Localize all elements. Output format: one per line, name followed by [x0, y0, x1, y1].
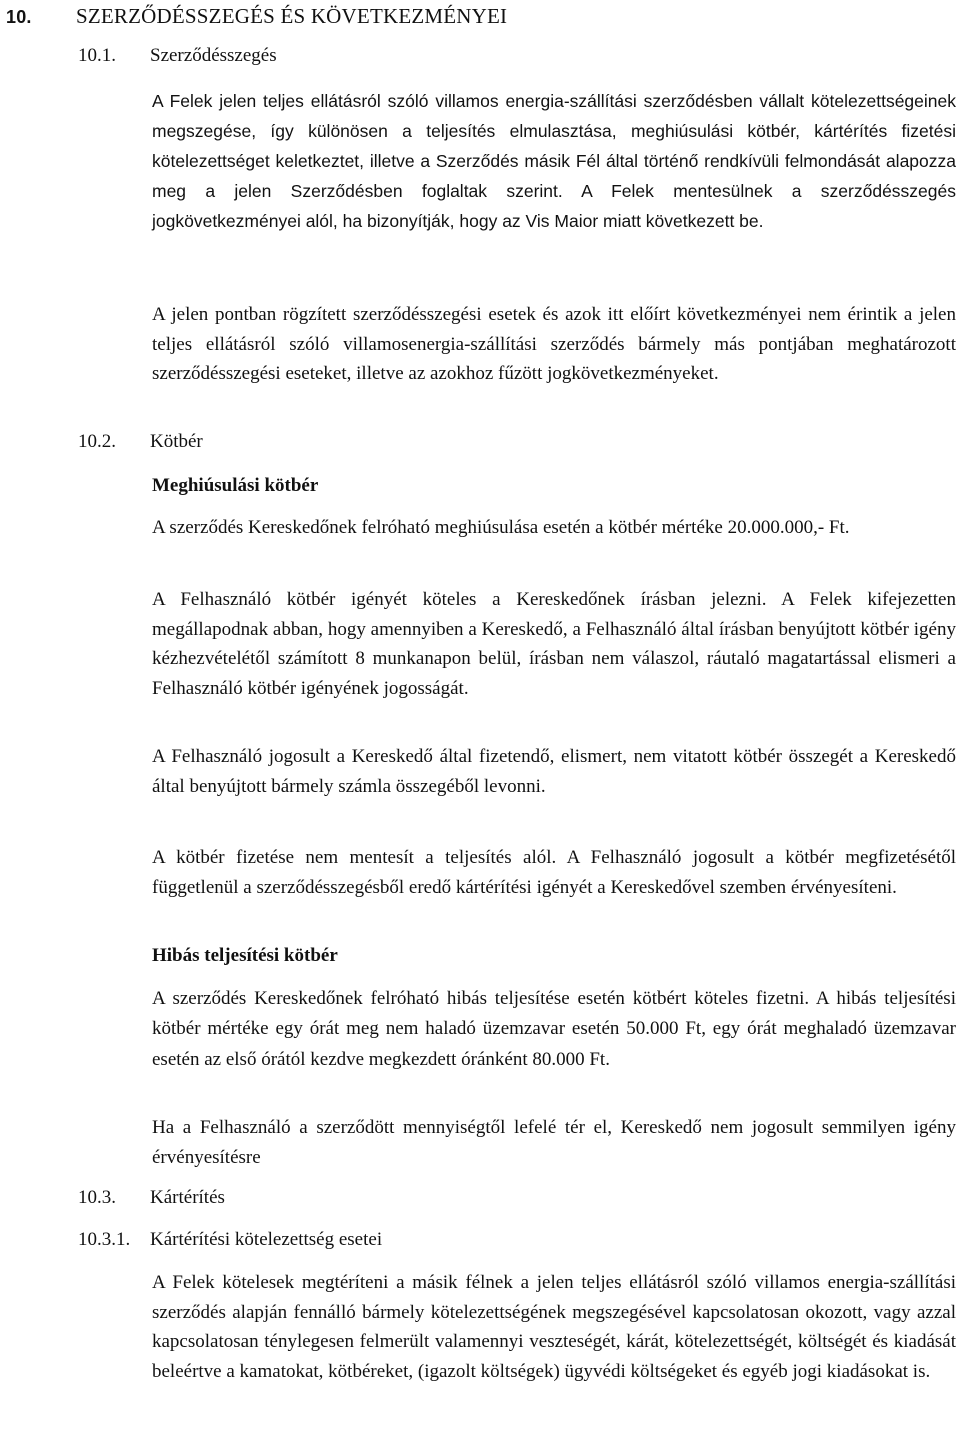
- section-title: Kártérítés: [150, 1187, 225, 1208]
- paragraph-10-2-4: A kötbér fizetése nem mentesít a teljesítés alól. A Felhasználó jogosult a kötbér megfizetésétől függetlenül a szerződésszegésből eredő kártérítési igényét a Kereskedővel szemben érvényesíteni.: [152, 847, 956, 898]
- chapter-number: 10.: [6, 7, 32, 27]
- paragraph-10-2-5: A szerződés Kereskedőnek felróható hibás teljesítése esetén kötbért köteles fizetni. A hibás teljesítési kötbér mértéke egy órát meg nem haladó üzemzavar esetén 50.000 Ft, egy órát meghaladó üzemzavar esetén az első órától kezdve megkezdett óránként 80.000 Ft.: [152, 988, 956, 1070]
- section-title: Szerződésszegés: [150, 45, 277, 66]
- chapter-title: SZERZŐDÉSSZEGÉS ÉS KÖVETKEZMÉNYEI: [76, 4, 508, 28]
- section-number: 10.1.: [78, 45, 116, 66]
- paragraph-10-3-1: A Felek kötelesek megtéríteni a másik félnek a jelen teljes ellátásról szóló villamos energia-szállítási szerződés alapján fennálló bármely kötelezettségének megszegésével kapcsolatosan okozott, vagy azzal kapcsolatosan ténylegesen felmerült valamennyi veszteségét, kárát, kötelezettségét, költségét és kiadását beleértve a kamatokat, kötbéreket, (igazolt költségek) ügyvédi költségeket és egyéb jogi kiadásokat is.: [152, 1272, 956, 1382]
- section-number: 10.3.1.: [78, 1229, 131, 1250]
- section-number: 10.2.: [78, 431, 116, 452]
- paragraph-10-2-6: Ha a Felhasználó a szerződött mennyiségtől lefelé tér el, Kereskedő nem jogosult semmilyen igény érvényesítésre: [152, 1117, 956, 1168]
- section-heading-10-1: [78, 42, 277, 70]
- paragraph-10-2-3: A Felhasználó jogosult a Kereskedő által fizetendő, elismert, nem vitatott kötbér összegét a Kereskedő által benyújtott bármely számla összegéből levonni.: [152, 746, 956, 797]
- subheading-hibas-teljesitesi-kotber: Hibás teljesítési kötbér: [152, 945, 338, 966]
- section-number: 10.3.: [78, 1187, 116, 1208]
- section-heading-10-3: [78, 1184, 225, 1212]
- section-title: Kártérítési kötelezettség esetei: [150, 1229, 383, 1250]
- paragraph-10-1-1: A Felek jelen teljes ellátásról szóló villamos energia-szállítási szerződésben vállalt kötelezettségeinek megszegése, így különösen a teljesítés elmulasztása, meghiúsulási kötbér, kártérítés fizetési kötelezettséget keletkeztet, illetve a Szerződés másik Fél által történő rendkívüli felmondását alapozza meg a jelen Szerződésben foglaltak szerint. A Felek mentesülnek a szerződésszegés jogkövetkezményei alól, ha bizonyítják, hogy az Vis Maior miatt következett be.: [152, 91, 956, 231]
- chapter-heading: [6, 2, 507, 31]
- section-heading-10-3-1: [78, 1226, 382, 1254]
- paragraph-10-2-2: A Felhasználó kötbér igényét köteles a Kereskedőnek írásban jelezni. A Felek kifejezetten megállapodnak abban, hogy amennyiben a Kereskedő, a Felhasználó által írásban benyújtott kötbér igény kézhezvételétől számított 8 munkanapon belül, írásban nem válaszol, ráutaló magatartással elismeri a Felhasználó kötbér igényének jogosságát.: [152, 589, 956, 699]
- paragraph-10-2-1: A szerződés Kereskedőnek felróható meghiúsulása esetén a kötbér mértéke 20.000.000,- Ft.: [152, 517, 850, 538]
- section-heading-10-2: [78, 428, 203, 456]
- section-title: Kötbér: [150, 431, 203, 452]
- paragraph-10-1-2: A jelen pontban rögzített szerződésszegési esetek és azok itt előírt következményei nem érintik a jelen teljes ellátásról szóló villamosenergia-szállítási szerződés bármely más pontjában meghatározott szerződésszegési eseteket, illetve az azokhoz fűzött jogkövetkezményeket.: [152, 304, 956, 384]
- subheading-meghiusulasi-kotber: Meghiúsulási kötbér: [152, 475, 319, 496]
